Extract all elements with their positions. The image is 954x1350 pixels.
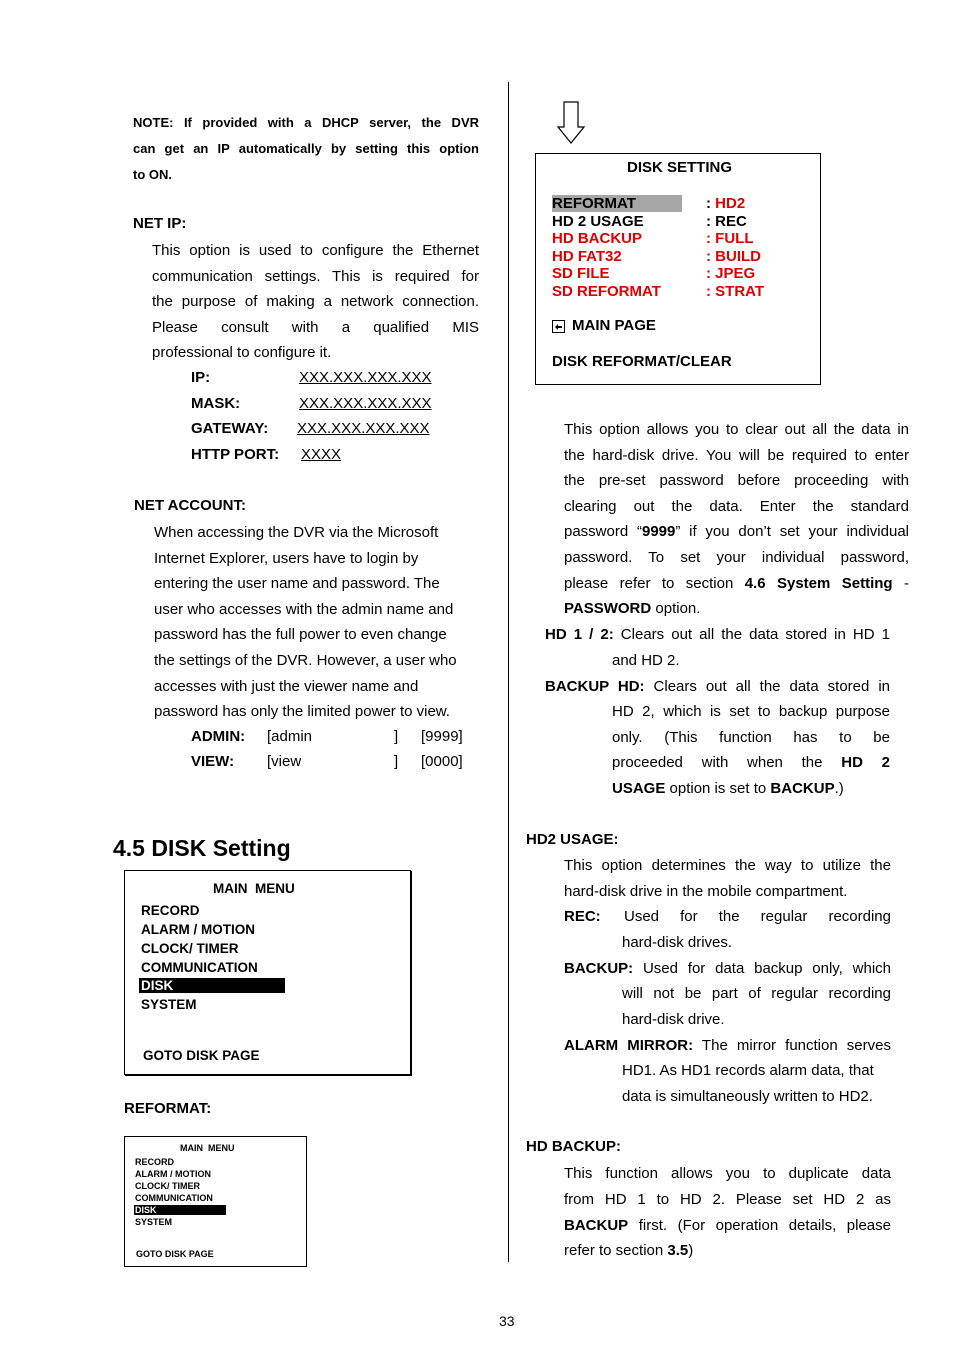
backup-hd-label: BACKUP HD: [545,678,645,695]
text-line: Internet Explorer, users have to login by [154,549,419,567]
return-icon [552,320,565,333]
admin-label: ADMIN: [191,728,246,745]
text-line [564,1213,891,1239]
section-title: 4.5 DISK Setting [113,835,291,861]
hd2-usage-intro [564,853,891,904]
main-page-label: MAIN PAGE [572,317,656,334]
disk-row-hd-backup-label: HD BACKUP [552,230,642,247]
disk-row-sd-reformat-value: : STRAT [706,283,765,300]
text-span: refer to section [564,1242,668,1260]
note-line: NOTE: If provided with a DHCP server, the DVR [133,115,479,130]
menu-item-communication: COMMUNICATION [135,1193,213,1203]
text-line: the purpose of making a network connection. [152,293,479,311]
hd2-ref: HD 2 [841,754,890,772]
reformat-target-value: HD2 [715,195,746,212]
menu-footer-goto-disk: GOTO DISK PAGE [143,1048,260,1063]
text-line: password has only the limited power to view. [154,703,450,721]
rec-text: REC [564,908,596,925]
text-line: will not be part of regular recording [622,985,891,1002]
password-value: 9999 [641,523,676,541]
ip-label: IP: [191,369,211,386]
reformat-heading: REFORMAT: [124,1100,212,1117]
mask-label: MASK: [191,395,241,412]
disk-row-sd-file-value: : JPEG [706,265,756,282]
hd-backup-heading: HD BACKUP: [526,1138,621,1155]
note-line: to ON. [133,166,172,182]
disk-row-sd-file-label: SD FILE [552,265,610,282]
http-port-value: XXXX [301,446,342,463]
text-line: only. (This function has to be [612,728,890,746]
note-line: can get an IP automatically by setting this option [133,140,479,156]
value-text: : [706,195,716,212]
hd12-line [545,622,890,648]
view-label: VIEW: [191,753,235,770]
text-line: HD1. As HD1 records alarm data, that [622,1062,874,1079]
gateway-label: GATEWAY: [191,420,269,437]
text-line [564,519,909,545]
text-span: ) [688,1242,694,1260]
menu-item-alarm-motion: ALARM / MOTION [141,922,255,937]
menu-item-system: SYSTEM [135,1217,173,1227]
text-line: professional to configure it. [152,344,332,362]
text-line: HD 2, which is set to backup purpose [612,703,890,720]
text-span: please refer to section [564,574,745,592]
disk-setting-title: DISK SETTING [627,159,733,176]
admin-password: [9999] [421,728,463,745]
mask-value: XXX.XXX.XXX.XXX [299,395,432,412]
alarm-mirror-rest [622,1058,891,1109]
backup-hd-rest [612,699,890,801]
disk-row-reformat-value [706,195,745,212]
gateway-value: XXX.XXX.XXX.XXX [297,420,430,437]
text-line [564,571,909,597]
text-line [612,750,890,776]
net-ip-heading: NET IP: [133,215,187,232]
text-line [612,776,890,802]
text-span: first. (For operation details, please [628,1216,891,1234]
text-span: The mirror function serves [693,1037,891,1054]
text-span: Clears out all the data stored in [644,678,890,695]
disk-row-hd2-usage-value: : REC [706,213,747,230]
backup-label: BACKUP: [564,960,634,977]
backup-line [564,956,891,982]
menu-item-record: RECORD [135,1157,175,1167]
menu-title: MAIN MENU [213,881,295,896]
disk-setting-screen [535,153,821,385]
text-line: hard-disk drive in the mobile compartment. [564,882,848,900]
text-line: data is simultaneously written to HD2. [622,1087,873,1105]
text-line: password. To set your individual password, [564,548,909,566]
text-span: Clears out all the data stored in HD 1 [613,626,890,643]
disk-row-hd2-usage-label: HD 2 USAGE [552,213,644,230]
hd-backup-description [564,1161,891,1264]
menu-item-record: RECORD [141,903,200,918]
text-span: .) [834,779,844,797]
text-line [564,596,909,622]
text-line: from HD 1 to HD 2. Please set HD 2 as [564,1190,891,1208]
text-line: clearing out the data. Enter the standard [564,497,909,515]
section-ref: 3.5 [667,1242,689,1260]
menu-item-clock-timer: CLOCK/ TIMER [141,941,239,956]
hd2-usage-heading: HD2 USAGE: [526,831,619,848]
rec-desc: Used for the regular recording [624,908,891,925]
text-span: option. [651,600,701,618]
text-span: Used for data backup only, which [633,960,891,977]
text-span: ” if you don’t set your individual [675,523,909,541]
text-span: option is set to [665,779,771,797]
menu-item-alarm-motion: ALARM / MOTION [135,1169,211,1179]
rec-desc-2: hard-disk drives. [622,934,733,951]
text-line: When accessing the DVR via the Microsoft [154,524,439,541]
main-menu-screen-small [124,1136,307,1267]
text-line: user who accesses with the admin name and [154,600,454,618]
text-line [564,1238,891,1264]
view-name: [view [267,753,302,770]
disk-reformat-clear-label: DISK REFORMAT/CLEAR [552,353,732,370]
disk-row-sd-reformat-label: SD REFORMAT [552,283,661,300]
text-line: Please consult with a qualified MIS [152,318,479,336]
backup-rest [622,981,891,1032]
main-menu-screen [124,870,411,1075]
backup-ref: BACKUP [770,779,835,797]
page-number: 33 [499,1313,515,1329]
alarm-mirror-label: ALARM MIRROR: [564,1037,694,1054]
column-divider [508,82,509,1262]
text-line: This option determines the way to utilize the [564,857,891,874]
option-name: PASSWORD [564,600,652,618]
alarm-mirror-line [564,1033,891,1059]
menu-item-system: SYSTEM [141,997,197,1012]
colon: : [595,908,601,925]
menu-footer-goto-disk: GOTO DISK PAGE [136,1249,214,1259]
reformat-description [564,417,909,622]
down-arrow-icon [556,101,586,145]
text-span: - [892,574,909,592]
net-ip-description [152,238,479,366]
disk-row-reformat-label: REFORMAT [552,195,682,212]
backup-hd-line [545,674,890,700]
dhcp-note [133,110,479,187]
menu-title: MAIN MENU [180,1143,235,1153]
text-line: accesses with just the viewer name and [154,677,419,695]
menu-item-disk-selected: DISK [139,978,285,993]
disk-row-hd-fat32-label: HD FAT32 [552,248,622,265]
view-bracket: ] [394,753,399,770]
backup-ref: BACKUP [564,1216,629,1234]
disk-row-hd-backup-value: : FULL [706,230,754,247]
net-account-description [154,520,484,725]
view-password: [0000] [421,753,463,770]
text-line: the hard-disk drive. You will be required to enter [564,446,909,464]
hd12-label: HD 1 / 2: [545,626,614,643]
http-port-label: HTTP PORT: [191,446,280,463]
ip-value: XXX.XXX.XXX.XXX [299,369,432,386]
rec-label [564,904,601,930]
text-line: the settings of the DVR. However, a user who [154,651,457,669]
usage-ref: USAGE [612,779,666,797]
text-line: hard-disk drive. [622,1010,725,1028]
text-line: This option is used to configure the Ethernet [152,242,479,259]
text-line: This function allows you to duplicate data [564,1165,891,1182]
text-line: communication settings. This is required for [152,267,479,285]
menu-item-clock-timer: CLOCK/ TIMER [135,1181,200,1191]
menu-item-disk-selected: DISK [134,1205,226,1215]
net-account-heading: NET ACCOUNT: [134,497,246,514]
text-line: This option allows you to clear out all the data in [564,421,909,438]
disk-row-hd-fat32-value: : BUILD [706,248,761,265]
text-line: password has the full power to even change [154,626,447,644]
menu-item-communication: COMMUNICATION [141,960,258,975]
admin-bracket: ] [394,728,399,745]
admin-name: [admin [267,728,313,745]
text-line: entering the user name and password. The [154,575,440,593]
text-line: the pre-set password before proceeding with [564,472,909,490]
section-ref: 4.6 System Setting [744,574,893,592]
hd12-line2: and HD 2. [612,652,680,669]
text-span: password “ [564,523,642,541]
text-span: proceeded with when the [612,754,842,772]
